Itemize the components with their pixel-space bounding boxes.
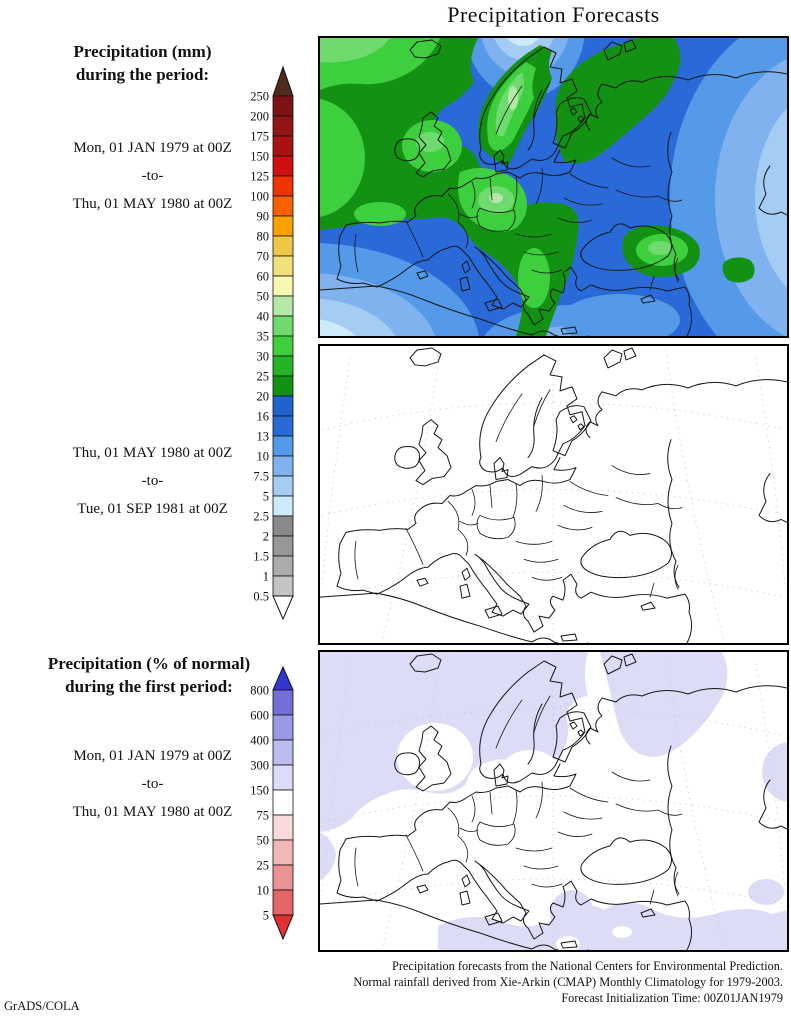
colorbar-mm-segment [273,296,293,316]
colorbar-mm-tick-label: 200 [250,109,269,124]
colorbar-percent [239,666,295,947]
to-separator: -to- [141,776,164,792]
colorbar-mm-tick-label: 25 [256,369,269,384]
footer-line: Forecast Initialization Time: 00Z01JAN1979 [561,991,783,1005]
colorbar-mm-segment [273,376,293,396]
colorbar-pct-tick-label: 10 [256,883,269,898]
colorbar-mm-tick-label: 5 [262,489,269,504]
colorbar-mm-segment [273,476,293,496]
colorbar-mm-segment [273,96,293,116]
precip-mm-map-svg [320,38,787,336]
date-line: Mon, 01 JAN 1979 at 00Z [73,748,232,764]
colorbar-pct-segment [273,790,293,815]
date-line: Thu, 01 MAY 1980 at 00Z [72,196,233,212]
colorbar-pct-tick-label: 50 [256,833,269,848]
date-line: Thu, 01 MAY 1980 at 00Z [72,445,233,461]
heading-line: Precipitation (% of normal) [47,654,251,673]
colorbar-pct-tick-label: 600 [250,708,269,723]
colorbar-mm-tick-label: 1 [262,569,269,584]
colorbar-pct-tick-label: 300 [250,758,269,773]
colorbar-mm-segment [273,256,293,276]
colorbar-mm-tick-label: 70 [256,249,269,264]
colorbar-mm-tick-label: 0.5 [253,589,269,604]
colorbar-pct-tick-label: 800 [250,683,269,698]
colorbar-mm-segment [273,116,293,136]
colorbar-pct-tick-label: 5 [262,908,269,923]
date-line: Mon, 01 JAN 1979 at 00Z [73,140,232,156]
precip-pct-map-svg [320,652,787,950]
grads-cola-credit: GrADS/COLA [4,999,80,1013]
colorbar-mm-segment [273,196,293,216]
heading-line: during the first period: [65,677,233,696]
colorbar-mm-segment [273,576,293,596]
colorbar-pct-segment [273,715,293,740]
heading-line: during the period: [75,65,210,84]
colorbar-mm-segment [273,436,293,456]
to-separator: -to- [141,168,164,184]
colorbar-mm-segment [273,136,293,156]
colorbar-mm-tick-label: 60 [256,269,269,284]
colorbar-pct-segment [273,765,293,790]
colorbar-mm-segment [273,356,293,376]
to-separator: -to- [141,473,164,489]
date-line: Thu, 01 MAY 1980 at 00Z [72,804,233,820]
colorbar-pct-tick-label: 25 [256,858,269,873]
colorbar-pct-segment [273,690,293,715]
colorbar-pct-svg [239,666,295,942]
colorbar-mm-segment [273,496,293,516]
map-panel-precip-mm-period1 [318,36,789,338]
colorbar-mm-tick-label: 40 [256,309,269,324]
colorbar-mm-tick-label: 35 [256,329,269,344]
colorbar-mm-tick-label: 2 [262,529,269,544]
colorbar-mm-segment [273,216,293,236]
map-panel-precip-pct-normal [318,650,789,952]
colorbar-mm-segment [273,236,293,256]
colorbar-mm-segment [273,156,293,176]
colorbar-mm-tick-label: 90 [256,209,269,224]
colorbar-pct-segment [273,865,293,890]
label-precip-mm-heading [10,40,275,86]
colorbar-pct-tick-label: 400 [250,733,269,748]
blank-map-svg [320,346,787,643]
colorbar-mm-tick-label: 7.5 [253,469,269,484]
colorbar-pct-segment [273,840,293,865]
colorbar-mm-tick-label: 1.5 [253,549,269,564]
colorbar-mm-segment [273,176,293,196]
heading-line: Precipitation (mm) [73,42,212,61]
map-panel-precip-mm-period2 [318,344,789,645]
colorbar-pct-tick-label: 75 [256,808,269,823]
colorbar-mm-segment [273,396,293,416]
colorbar-mm-tick-label: 16 [256,409,269,424]
colorbar-mm-tick-label: 10 [256,449,269,464]
colorbar-mm-tick-label: 30 [256,349,269,364]
colorbar-pct-tick-label: 150 [250,783,269,798]
footer-notes [300,958,783,1006]
colorbar-pct-segment [273,815,293,840]
colorbar-mm [239,66,295,627]
colorbar-mm-segment [273,416,293,436]
colorbar-mm-segment [273,316,293,336]
colorbar-mm-segment [273,556,293,576]
colorbar-mm-bottom-arrow [273,596,293,619]
colorbar-mm-segment [273,456,293,476]
colorbar-mm-tick-label: 2.5 [253,509,269,524]
colorbar-mm-tick-label: 250 [250,89,269,104]
colorbar-mm-top-arrow [273,67,293,96]
colorbar-mm-tick-label: 125 [250,169,269,184]
colorbar-mm-tick-label: 13 [256,429,269,444]
colorbar-pct-segment [273,890,293,915]
colorbar-mm-segment [273,516,293,536]
colorbar-mm-tick-label: 80 [256,229,269,244]
colorbar-mm-segment [273,536,293,556]
colorbar-mm-tick-label: 175 [250,129,269,144]
date-line: Tue, 01 SEP 1981 at 00Z [77,501,228,517]
footer-line: Normal rainfall derived from Xie-Arkin (CMAP) Monthly Climatology for 1979-2003. [353,975,783,989]
colorbar-mm-tick-label: 100 [250,189,269,204]
colorbar-mm-tick-label: 20 [256,389,269,404]
page-title: Precipitation Forecasts [447,2,660,27]
colorbar-mm-tick-label: 150 [250,149,269,164]
colorbar-pct-segment [273,740,293,765]
colorbar-pct-top-arrow [273,667,293,690]
colorbar-mm-segment [273,336,293,356]
colorbar-pct-bottom-arrow [273,915,293,939]
colorbar-mm-svg [239,66,295,622]
colorbar-mm-tick-label: 50 [256,289,269,304]
footer-line: Precipitation forecasts from the National Centers for Environmental Prediction. [392,959,783,973]
colorbar-mm-segment [273,276,293,296]
